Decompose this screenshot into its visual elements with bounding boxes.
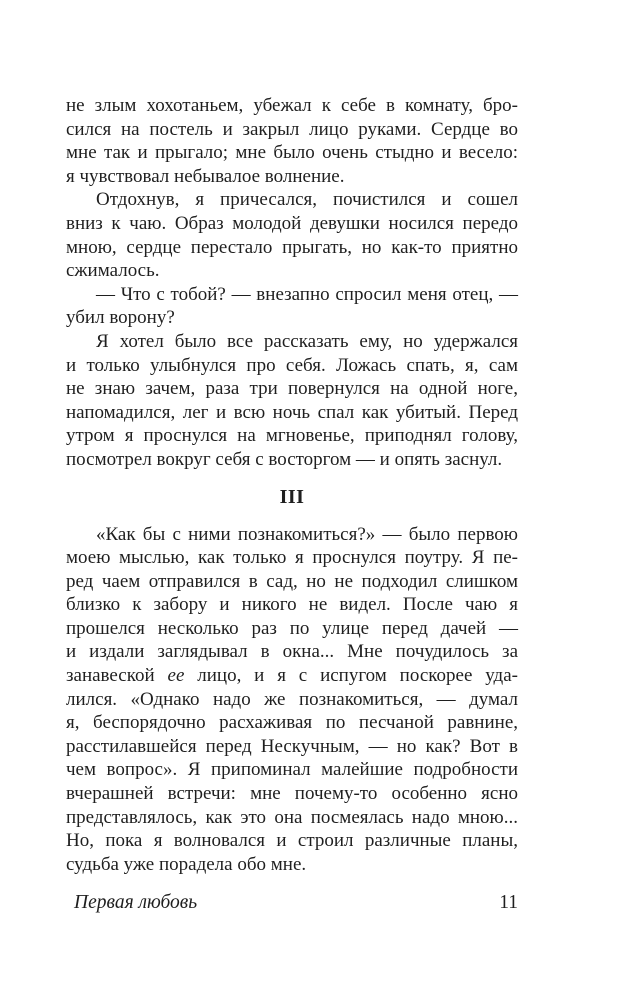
text-line: напомадился, лег и всю ночь спал как убитый. Перед — [66, 401, 518, 423]
text-line: Но, пока я волновался и строил различные планы, — [66, 830, 518, 852]
paragraph — [66, 330, 518, 472]
text-line: «Как бы с ними познакомиться?» — было первою — [96, 523, 518, 545]
text-line: моею мыслью, как только я проснулся поутру. Я пе- — [66, 547, 518, 569]
text-line: Отдохнув, я причесался, почистился и сошел — [96, 189, 518, 211]
paragraph — [66, 283, 518, 330]
text-line: не знаю зачем, раза три повернулся на одной ноге, — [66, 378, 518, 400]
text-segment: лицо, и я с испугом поскорее уда- — [184, 665, 518, 687]
text-line — [66, 664, 518, 688]
text-line: я чувствовал небывалое волнение. — [66, 165, 345, 187]
text-line: вниз к чаю. Образ молодой девушки носился передо — [66, 212, 518, 234]
running-title: Первая любовь — [74, 892, 198, 913]
text-line: расстилавшейся перед Нескучным, — но как? Вот в — [66, 735, 518, 757]
text-line: Я хотел было все рассказать ему, но удержался — [96, 330, 518, 352]
page-text — [66, 94, 518, 876]
text-line: судьба уже порадела обо мне. — [66, 853, 307, 875]
text-line: посмотрел вокруг себя с восторгом — и опять заснул. — [66, 448, 503, 470]
text-line: чем вопрос». Я припоминал малейшие подробности — [66, 759, 518, 781]
paragraph — [66, 188, 518, 282]
text-line: представлялось, как это она посмеялась надо мною... — [66, 806, 518, 828]
page-footer — [66, 891, 518, 915]
text-line: и издали заглядывал в окна... Мне почудилось за — [66, 641, 518, 663]
text-line: утром я проснулся на мгновенье, приподнял голову, — [66, 425, 518, 447]
text-line: мною, сердце перестало прыгать, но как-то приятно — [66, 236, 518, 258]
text-line: сжималось. — [66, 260, 160, 282]
text-line: лился. «Однако надо же познакомиться, — думал — [66, 688, 518, 710]
text-segment: занавеской — [66, 665, 168, 687]
page-number: 11 — [499, 892, 518, 913]
paragraph — [66, 94, 518, 188]
text-line: убил ворону? — [66, 307, 175, 329]
text-line: мне так и прыгало; мне было очень стыдно и весело: — [66, 142, 518, 164]
text-line: близко к забору и никого не видел. После чаю я — [66, 594, 518, 616]
text-line: не злым хохотаньем, убежал к себе в комнату, бро- — [66, 95, 518, 116]
text-line: я, беспорядочно расхаживая по песчаной равнине, — [66, 712, 518, 734]
text-line: — Что с тобой? — внезапно спросил меня отец, — — [96, 283, 518, 305]
text-line: сился на постель и закрыл лицо руками. Сердце во — [66, 118, 518, 140]
paragraph — [66, 523, 518, 877]
text-line: прошелся несколько раз по улице перед дачей — — [66, 617, 518, 639]
text-line: вчерашней встречи: мне почему-то особенно ясно — [66, 783, 518, 805]
text-line: и только улыбнулся про себя. Ложась спать, я, сам — [66, 354, 518, 376]
emphasized-text: ее — [167, 665, 185, 687]
text-line: ред чаем отправился в сад, но не подходил слишком — [66, 570, 518, 592]
chapter-heading: III — [279, 485, 305, 508]
